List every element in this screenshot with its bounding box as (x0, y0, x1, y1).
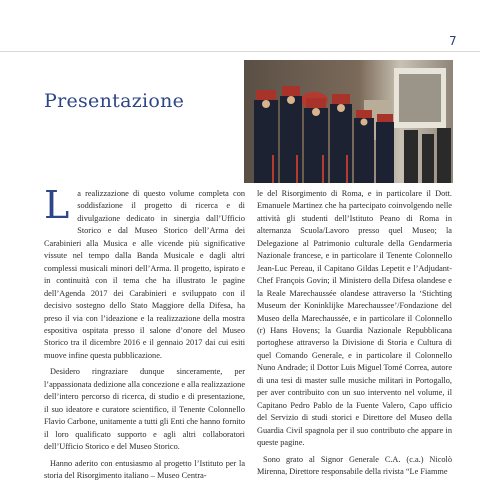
header-divider (0, 51, 480, 52)
photo-icon (244, 60, 453, 183)
page-title: Presentazione (44, 90, 185, 112)
right-column (257, 188, 452, 482)
band-photo (244, 60, 453, 183)
left-column (44, 183, 245, 486)
paragraph-partners-continued: le del Risorgimento di Roma, e in particolare il Dott. Emanuele Martinez che ha partecipato coinvolgendo nelle attività gli studenti dell’Istituto Peano di Roma in alternanza Scuola/Lavoro presso quel Museo; la Delegazione al Patrimonio culturale della Gendarmeria Nazionale francese, e in particolare il Tenente Colonnello Jean-Luc Pereau, il Capitano Gildas Lepetit e l’Adjudant-Chef François Govin; il Ministero della Difesa olandese e la Reale Marechaussée olandese attraverso la ‘Stichting Museum der Koninklijke Marechaussee’/Fondazione del Museo della Marechaussée, e in particolare il Colonnello (r) Hans Hovens; la Guardia Nazionale Repubblicana portoghese attraverso la Divisione di Storia e Cultura di quel Comando Generale, e in particolare il Colonnello Nuno Andrade; il Dottor Luis Miguel Tomé Correa, autore di una tesi di master sulle musiche militari in Portogallo, per aver contribuito con un suo intervento nel volume, il Capitano Pedro Pablo de la Fuente Valero, Capo ufficio del Servizio di studi storici e Direttore del Museo della Guardia Civil spagnola per il suo contributo che appare in queste pagine. (257, 189, 452, 448)
paragraph-partners: Hanno aderito con entusiasmo al progetto l’Istituto per la storia del Risorgimento italiano – Museo Centra- (44, 458, 245, 480)
drop-cap: L (44, 183, 70, 227)
page-number: 7 (449, 34, 457, 48)
paragraph-gratitude: Sono grato al Signor Generale C.A. (c.a.) Nicolò Mirenna, Direttore responsabile della rivista “Le Fiamme (257, 454, 452, 476)
paragraph-intro: a realizzazione di questo volume completa con soddisfazione il progetto di ricerca e di divulgazione dedicato in sinergia dall’Ufficio Storico e dal Museo Storico dell’Arma dei Carabinieri alla Musica e alle vicende più significative vissute nel tempo dalla Banda Musicale e dagli altri complessi musicali minori dell’Arma. Il progetto, ispirato e in continuità con il tema che ha illustrato le pagine dell’Agenda 2017 dei Carabinieri e sviluppato con il decisivo sostegno dello Stato Maggiore della Difesa, ha preso il via con l’ideazione e la realizzazione della mostra espositiva ospitata presso il salone d’onore del Museo Storico tra il dicembre 2016 e il gennaio 2017 dai cui esiti muove infine questa pubblicazione. (44, 189, 245, 360)
paragraph-thanks: Desidero ringraziare dunque sinceramente, per l’appassionata dedizione alla concezione e alla realizzazione dell’intero percorso di ricerca, di studio e di presentazione, il suo ideatore e curatore scientifico, il Tenente Colonnello Flavio Carbone, unitamente a tutti gli Enti che hanno fornito il loro qualificato supporto e agli altri collaboratori dell’Ufficio Storico e del Museo Storico. (44, 367, 245, 452)
